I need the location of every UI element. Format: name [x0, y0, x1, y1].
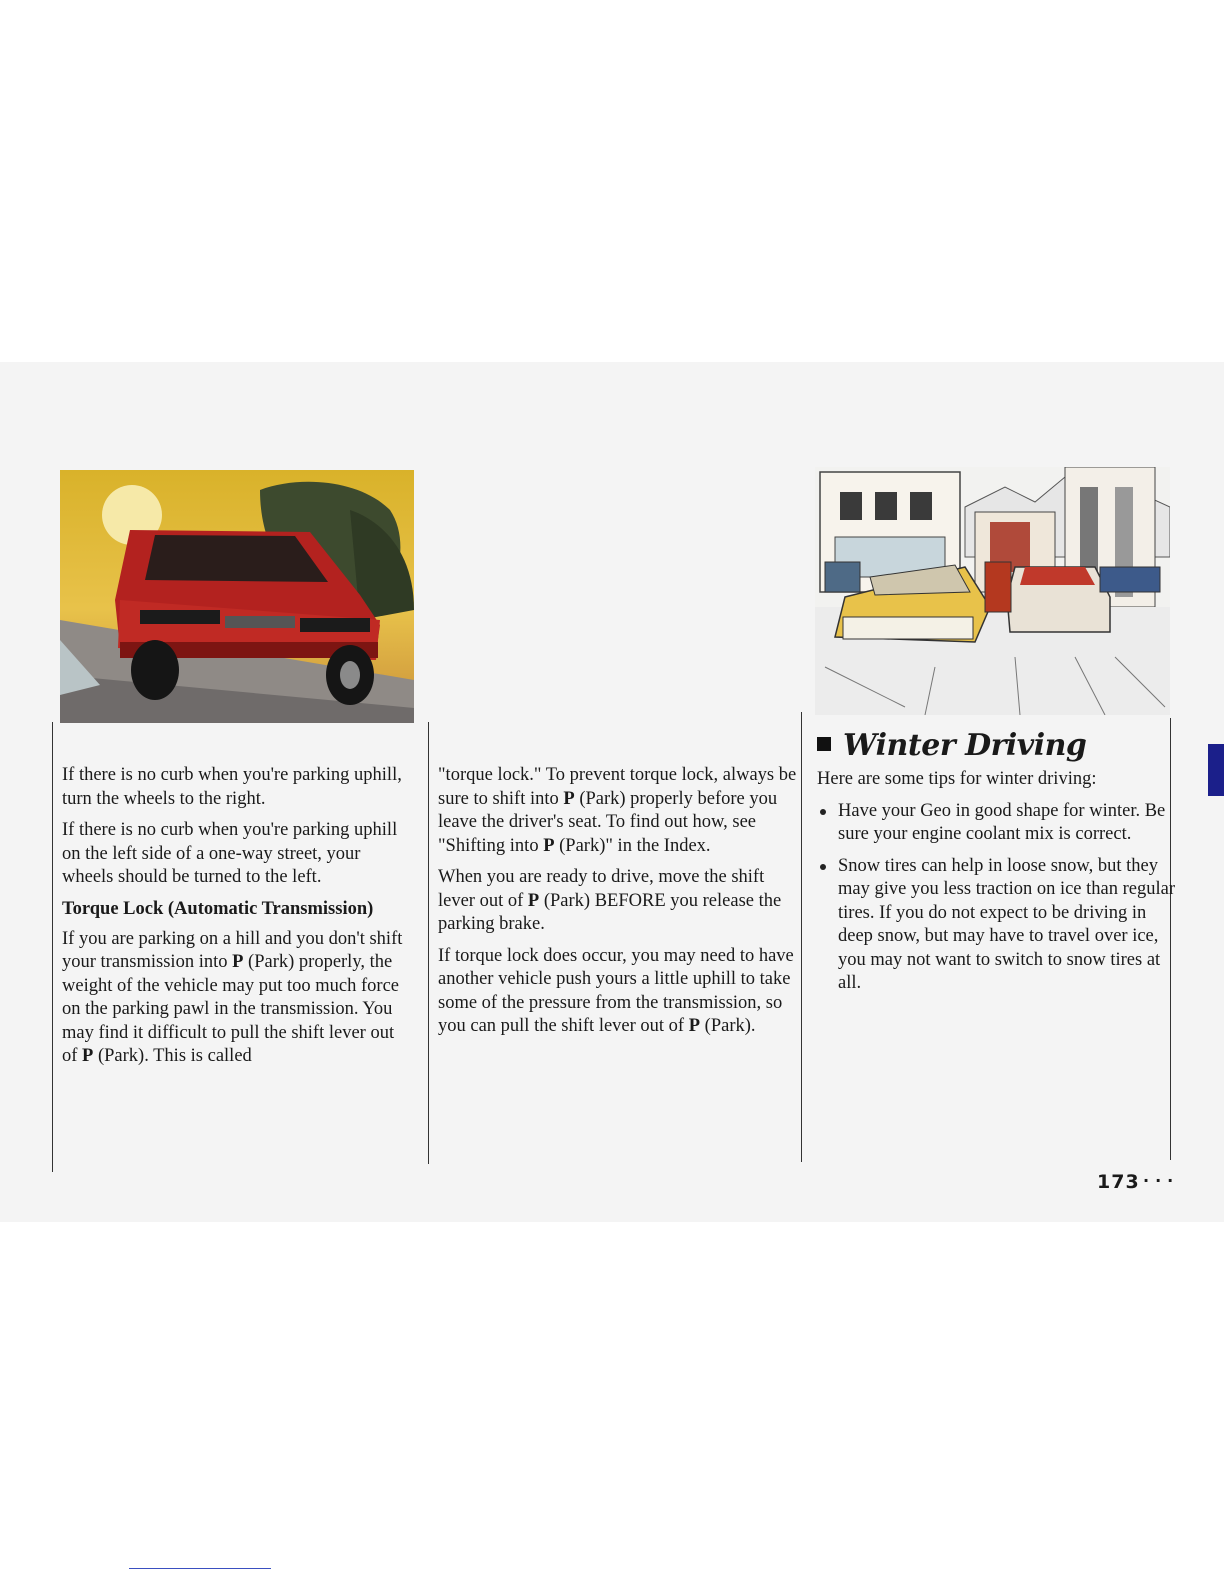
winter-tips-list [817, 800, 1179, 996]
footer-line [129, 1568, 271, 1569]
column-rule-middle [428, 722, 429, 1164]
torque-lock-heading: Torque Lock (Automatic Transmission) [62, 898, 374, 919]
column-rule-left [52, 722, 53, 1172]
winter-intro: Here are some tips for winter driving: [817, 769, 1097, 789]
column-1 [62, 764, 414, 1077]
column-2 [438, 764, 800, 1047]
parking-uphill-paragraph: If there is no curb when you're parking uphill, turn the wheels to the right. [62, 765, 402, 809]
bullet-dot-icon [820, 864, 826, 870]
bullet-dot-icon [820, 809, 826, 815]
one-way-street-paragraph: If there is no curb when you're parking uphill on the left side of a one-way street, your wheels should be turned to the left. [62, 820, 398, 887]
column-3 [817, 728, 1179, 1004]
torque-lock-occurs-paragraph: If torque lock does occur, you may need to have another vehicle push yours a little uphill to take some of the pressure from the transmission, so you can pull the shift lever out of P (Park). [438, 945, 794, 1036]
torque-lock-continued-paragraph: "torque lock." To prevent torque lock, always be sure to shift into P (Park) properly before you leave the driver's seat. To find out how, see "Shifting into P (Park)" in the Index. [438, 765, 797, 856]
section-tab-marker [1208, 744, 1224, 796]
winter-street-illustration [815, 467, 1170, 715]
winter-driving-title: Winter Driving [817, 728, 1179, 764]
ready-to-drive-paragraph: When you are ready to drive, move the shift lever out of P (Park) BEFORE you release the parking brake. [438, 867, 782, 934]
list-item: Snow tires can help in loose snow, but they may give you less traction on ice than regular tires. If you do not expect to be driving in deep snow, but may have to travel over ice, you may not want to switch to snow tires at all. [817, 855, 1179, 996]
column-rule-right [801, 712, 802, 1162]
list-item: Have your Geo in good shape for winter. Be sure your engine coolant mix is correct. [817, 800, 1179, 847]
torque-lock-paragraph: If you are parking on a hill and you don't shift your transmission into P (Park) properly, the weight of the vehicle may put too much force on the parking pawl in the transmission. You may find it difficult to pull the shift lever out of P (Park). This is called [62, 928, 403, 1066]
car-on-hill-illustration [60, 470, 414, 723]
section-square-icon [817, 737, 831, 751]
page-number: 173 [1097, 1171, 1140, 1193]
page-number-dots: ··· [1143, 1171, 1180, 1190]
